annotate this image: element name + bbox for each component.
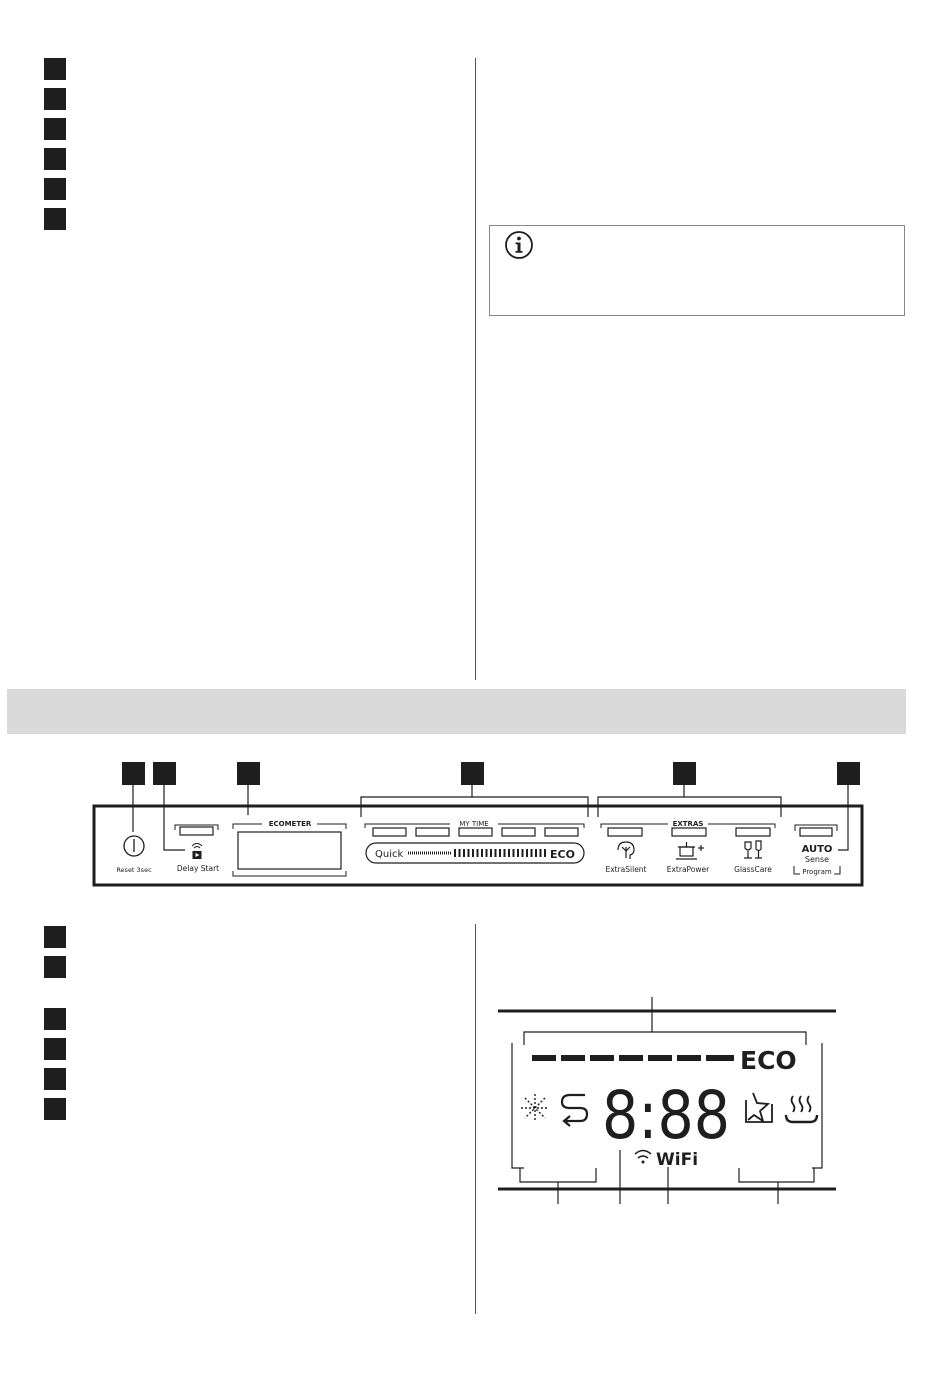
extra-silent-label: ExtraSilent	[605, 865, 647, 874]
sense-label: Sense	[804, 855, 830, 864]
program-label: Program	[802, 868, 832, 876]
eco-bar-segments	[532, 1055, 734, 1061]
slider-eco-label: ECO	[550, 848, 575, 861]
wifi-label: WiFi	[656, 1150, 699, 1170]
display-eco-label: ECO	[740, 1046, 797, 1075]
extras-label: EXTRAS	[672, 820, 704, 828]
time-digits: 8:88	[602, 1077, 730, 1154]
steam-icon	[786, 1096, 817, 1122]
slider-quick-label: Quick	[375, 849, 404, 860]
my-time-label: MY TIME	[459, 820, 489, 828]
extra-power-label: ExtraPower	[666, 865, 710, 874]
regenerate-icon	[562, 1095, 587, 1126]
snowflake-icon	[521, 1094, 549, 1122]
delay-start-label: Delay Start	[176, 864, 220, 873]
auto-label: AUTO	[801, 844, 833, 855]
reset-label: Reset 3sec	[116, 866, 152, 874]
glass-care-label: GlassCare	[734, 865, 772, 874]
rinse-aid-icon	[746, 1093, 772, 1122]
ecometer-label: ECOMETER	[268, 820, 312, 828]
